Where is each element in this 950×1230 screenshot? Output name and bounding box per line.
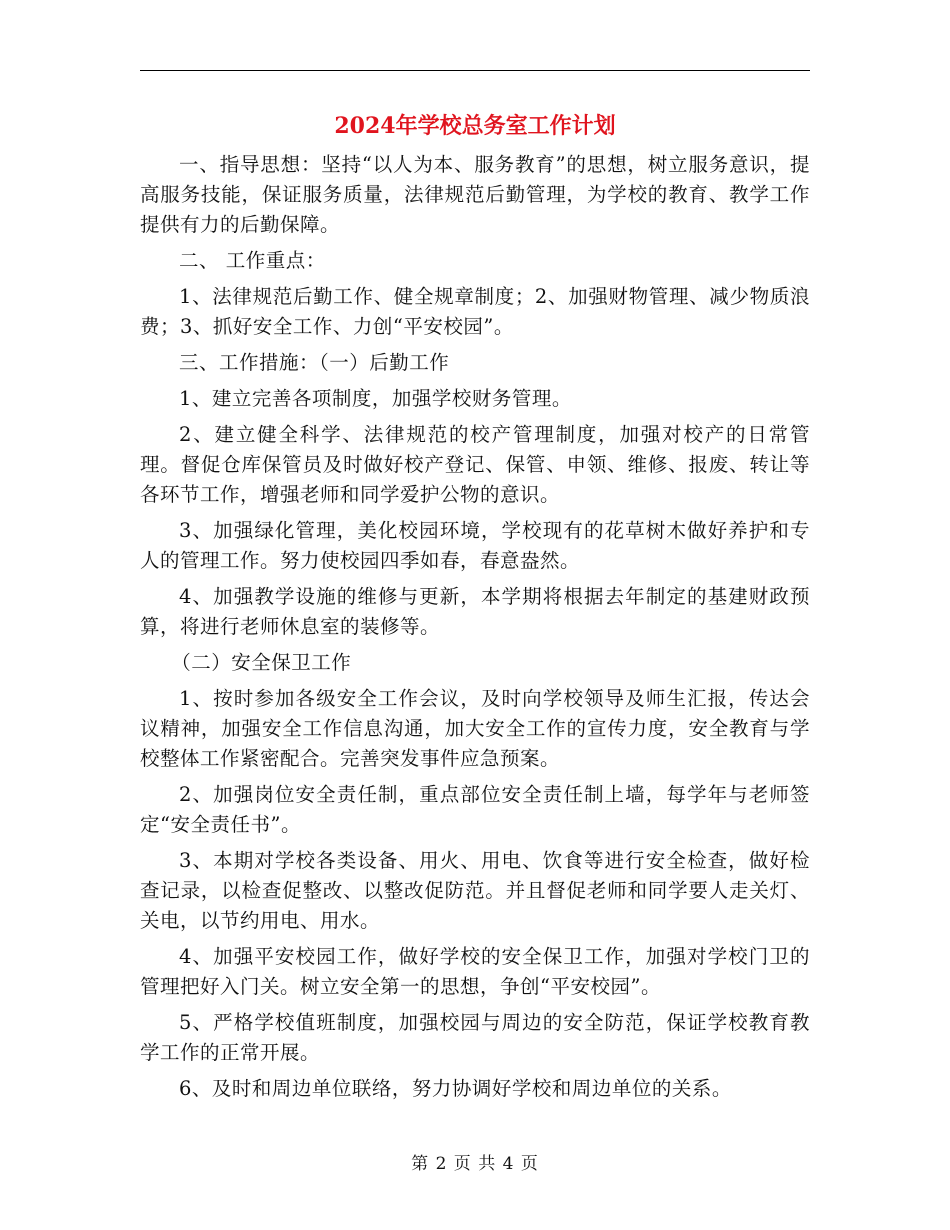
paragraph-security-5: 5、严格学校值班制度，加强校园与周边的安全防范，保证学校教育教学工作的正常开展。 — [140, 1011, 810, 1064]
paragraph-measures-heading: 三、工作措施：（一）后勤工作 — [179, 351, 450, 374]
document-title: 2024年学校总务室工作计划 — [334, 113, 616, 139]
header-rule — [140, 70, 810, 71]
page-number-footer: 第 2 页 共 4 页 — [411, 1154, 539, 1174]
paragraph-work-focus-heading: 二、 工作重点： — [179, 249, 326, 272]
paragraph-security-6: 6、及时和周边单位联络，努力协调好学校和周边单位的关系。 — [179, 1077, 732, 1100]
paragraph-security-2: 2、加强岗位安全责任制，重点部位安全责任制上墙，每学年与老师签定“安全责任书”。 — [140, 783, 810, 836]
paragraph-logistics-2: 2、建立健全科学、法律规范的校产管理制度，加强对校产的日常管理。督促仓库保管员及时做好校产登记、保管、申领、维修、报废、转让等各环节工作，增强老师和同学爱护公物的意识。 — [140, 423, 810, 506]
paragraph-logistics-1: 1、建立完善各项制度，加强学校财务管理。 — [179, 387, 572, 410]
paragraph-guiding-ideology: 一、指导思想：坚持“以人为本、服务教育”的思想，树立服务意识，提高服务技能，保证服务质量，法律规范后勤管理，为学校的教育、教学工作提供有力的后勤保障。 — [140, 153, 810, 236]
paragraph-security-3: 3、本期对学校各类设备、用火、用电、饮食等进行安全检查，做好检查记录，以检查促整改、以整改促防范。并且督促老师和同学要人走关灯、关电，以节约用电、用水。 — [140, 849, 810, 932]
paragraph-logistics-4: 4、加强教学设施的维修与更新，本学期将根据去年制定的基建财政预算，将进行老师休息室的装修等。 — [140, 585, 810, 638]
paragraph-logistics-3: 3、加强绿化管理，美化校园环境，学校现有的花草树木做好养护和专人的管理工作。努力使校园四季如春，春意盎然。 — [140, 519, 810, 572]
paragraph-security-1: 1、按时参加各级安全工作会议，及时向学校领导及师生汇报，传达会议精神，加强安全工作信息沟通，加大安全工作的宣传力度，安全教育与学校整体工作紧密配合。完善突发事件应急预案。 — [140, 687, 810, 770]
paragraph-work-focus-items: 1、法律规范后勤工作、健全规章制度；2、加强财物管理、减少物质浪费；3、抓好安全工作、力创“平安校园”。 — [140, 285, 810, 338]
paragraph-security-heading: （二）安全保卫工作 — [171, 651, 352, 674]
paragraph-security-4: 4、加强平安校园工作，做好学校的安全保卫工作，加强对学校门卫的管理把好入门关。树立安全第一的思想，争创“平安校园”。 — [140, 945, 810, 998]
document-body — [140, 150, 810, 1110]
